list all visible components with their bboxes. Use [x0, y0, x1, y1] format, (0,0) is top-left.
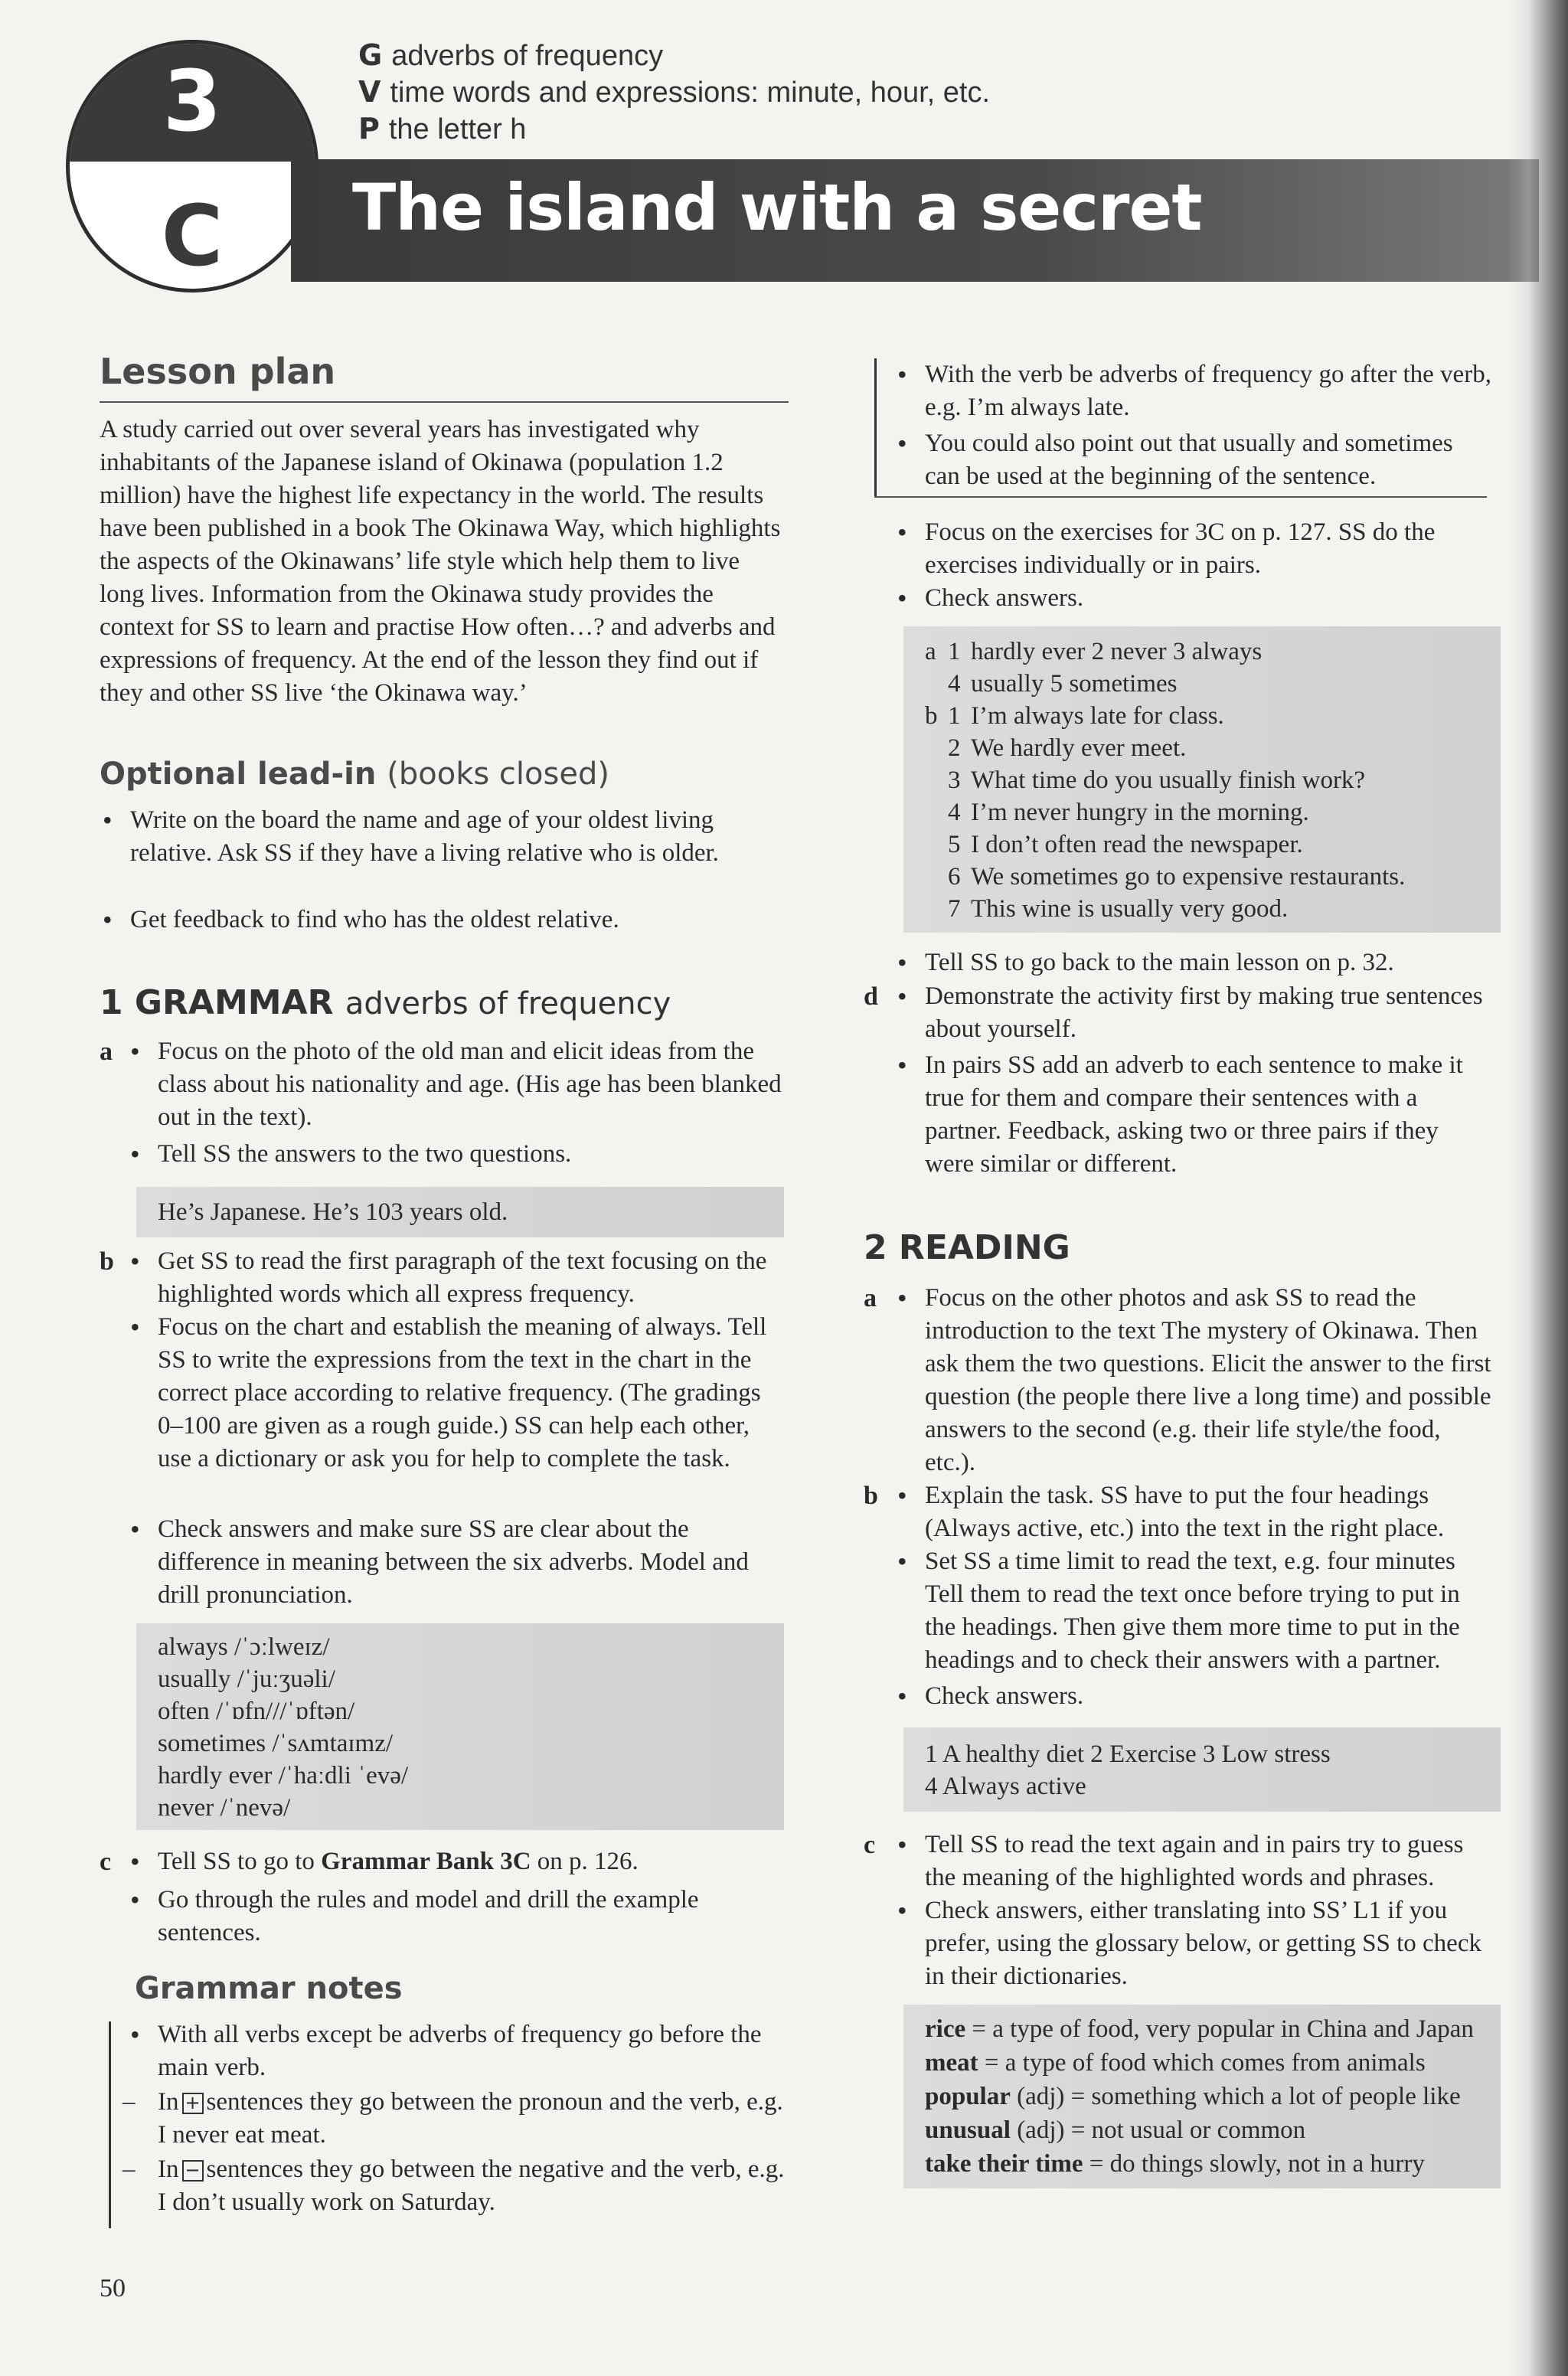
lesson-intro: A study carried out over several years has investigated why inhabitants of the Japanese island of Okinawa (population 1.2 million) have the highest life expectancy in the world. The results have been published in a book The Okinawa Way, which highlights the aspects of the Okinawans’ life style which help them to live long lives. Information from the Okinawa study provides the context for SS to learn and practise How often…? and adverbs and expressions of frequency. At the end of the lesson they find out if they and other SS live ‘the Okinawa way.’ [100, 416, 781, 707]
notes-bullet: • You could also point out that usually and sometimes can be used at the beginning of the sentence. [925, 427, 1491, 493]
pron-line: sometimes /ˈsʌmtaɪmz/ [158, 1730, 394, 1757]
pron-line: never /ˈnevə/ [158, 1794, 291, 1822]
glossary-entry: meat = a type of food which comes from animals [925, 2049, 1426, 2077]
notes-bullet: • With all verbs except be adverbs of frequency go before the main verb. [158, 2018, 789, 2084]
topic-pronunciation: P the letter h [358, 112, 527, 145]
notes-bullet: • With the verb be adverbs of frequency go after the verb, e.g. I’m always late. [925, 358, 1491, 424]
glossary-entry: unusual (adj) = not usual or common [925, 2116, 1306, 2144]
step-label: b [100, 1247, 114, 1276]
grammar-c-bullet: • Tell SS to go to Grammar Bank 3C on p. 126. [158, 1845, 789, 1878]
notes-end-rule [874, 496, 1487, 498]
lead-in-bullet: • Write on the board the name and age of your oldest living relative. Ask SS if they have a living relative who is older. [130, 804, 789, 870]
pron-line: usually /ˈjuːʒuəli/ [158, 1665, 335, 1693]
grammar-a-bullet: • Focus on the photo of the old man and elicit ideas from the class about his nationality and age. (His age has been blanked out in the text). [158, 1035, 789, 1134]
answer-line: 7 This wine is usually very good. [948, 895, 1289, 923]
exercise-bullet: • Focus on the exercises for 3C on p. 127. SS do the exercises individually or in pairs. [925, 516, 1491, 582]
answer-line: 3 What time do you usually finish work? [948, 766, 1366, 794]
minus-icon: − [182, 2160, 204, 2182]
unit-letter: C [161, 187, 224, 285]
grammar-notes-heading: Grammar notes [135, 1971, 403, 2006]
unit-number: 3 [162, 52, 222, 150]
step-label: b [864, 1482, 878, 1510]
glossary-entry: rice = a type of food, very popular in China and Japan [925, 2015, 1474, 2043]
reading-b-bullet: • Check answers. [925, 1680, 1491, 1713]
reading-c-bullet: • Tell SS to read the text again and in pairs try to guess the meaning of the highlighted words and phrases. [925, 1829, 1491, 1894]
grammar-b-bullet: • Focus on the chart and establish the meaning of always. Tell SS to write the expressions from the text in the chart in the correct place according to relative frequency. (The gradings 0–100 are given as a rough guide.) SS can help each other, use a dictionary or ask you for help to complete the task. [158, 1311, 789, 1476]
notes-rule [874, 358, 877, 496]
answer-line: 2 We hardly ever meet. [948, 734, 1187, 762]
step-label: a [864, 1284, 877, 1312]
heading-rule [100, 401, 789, 403]
grammar-b-bullet: • Get SS to read the first paragraph of the text focusing on the highlighted words which all express frequency. [158, 1245, 789, 1311]
notes-dash: – In + sentences they go between the pronoun and the verb, e.g. I never eat meat. [122, 2088, 783, 2149]
plus-icon: + [182, 2093, 204, 2114]
step-label: c [864, 1831, 876, 1859]
grammar-c-bullet: • Go through the rules and model and drill the example sentences. [158, 1884, 789, 1949]
answer-line: 5 I don’t often read the newspaper. [948, 831, 1303, 858]
exercise-d-bullet: • In pairs SS add an adverb to each sentence to make it true for them and compare their sentences with a partner. Feedback, asking two or three pairs if they were similar or different. [925, 1049, 1491, 1181]
exercise-d-bullet: • Demonstrate the activity first by making true sentences about yourself. [925, 980, 1491, 1046]
topic-grammar: G adverbs of frequency [358, 38, 664, 72]
reading-b-bullet: • Set SS a time limit to read the text, e.g. four minutes Tell them to read the text once before trying to put in the headings. Then give them more time to put in the headings and to check their answers with a partner. [925, 1545, 1491, 1677]
answer-line: 4 Always active [925, 1773, 1086, 1800]
page-number: 50 [100, 2274, 126, 2302]
lesson-plan-heading: Lesson plan [100, 351, 336, 392]
glossary-entry: popular (adj) = something which a lot of people like [925, 2083, 1461, 2110]
step-label: d [864, 982, 878, 1011]
exercise-bullet: • Tell SS to go back to the main lesson on p. 32. [925, 946, 1491, 979]
answer-line: a 1 hardly ever 2 never 3 always [925, 638, 1263, 665]
reading-c-bullet: • Check answers, either translating into SS’ L1 if you prefer, using the glossary below, or getting SS to check in their dictionaries. [925, 1894, 1491, 1993]
notes-dash: – In − sentences they go between the negative and the verb, e.g. I don’t usually work on Saturday. [122, 2155, 785, 2216]
glossary-entry: take their time = do things slowly, not in a hurry [925, 2150, 1425, 2178]
step-label: a [100, 1038, 113, 1066]
step-label: c [100, 1848, 112, 1876]
page-title: The island with a secret [352, 170, 1202, 245]
grammar-b-bullet: • Check answers and make sure SS are clear about the difference in meaning between the six adverbs. Model and drill pronunciation. [158, 1513, 789, 1612]
grammar-heading: 1 GRAMMAR adverbs of frequency [100, 983, 671, 1022]
answer-line: 4 I’m never hungry in the morning. [948, 799, 1309, 826]
topic-vocabulary: V time words and expressions: minute, hour, etc. [358, 75, 991, 109]
reading-heading: 2 READING [864, 1228, 1070, 1267]
unit-badge [66, 40, 318, 293]
notes-rule [109, 2021, 111, 2228]
answer-line: 6 We sometimes go to expensive restaurants. [948, 863, 1406, 891]
lead-in-heading: Optional lead-in (books closed) [100, 757, 609, 792]
answer-line: b 1 I’m always late for class. [925, 702, 1224, 730]
pron-line: always /ˈɔːlweɪz/ [158, 1633, 330, 1661]
exercise-bullet: • Check answers. [925, 582, 1491, 615]
page-curl-shadow [1507, 0, 1568, 2376]
pron-line: hardly ever /ˈhaːdli ˈevə/ [158, 1762, 409, 1789]
reading-b-bullet: • Explain the task. SS have to put the four headings (Always active, etc.) into the text in the right place. [925, 1479, 1491, 1545]
answer-line: 4 usually 5 sometimes [948, 670, 1178, 698]
grammar-a-bullet: • Tell SS the answers to the two questions. [158, 1138, 789, 1171]
answer-line: 1 A healthy diet 2 Exercise 3 Low stress [925, 1740, 1331, 1768]
reading-a-bullet: • Focus on the other photos and ask SS to read the introduction to the text The mystery of Okinawa. Then ask them the two questions. Elicit the answer to the first question (the people there live a long time) and possible answers to the second (e.g. their life style/the food, etc.). [925, 1282, 1491, 1479]
answer-text: He’s Japanese. He’s 103 years old. [158, 1198, 508, 1226]
pron-line: often /ˈɒfn///ˈɒftən/ [158, 1698, 355, 1725]
lead-in-bullet: • Get feedback to find who has the oldest relative. [130, 904, 789, 936]
